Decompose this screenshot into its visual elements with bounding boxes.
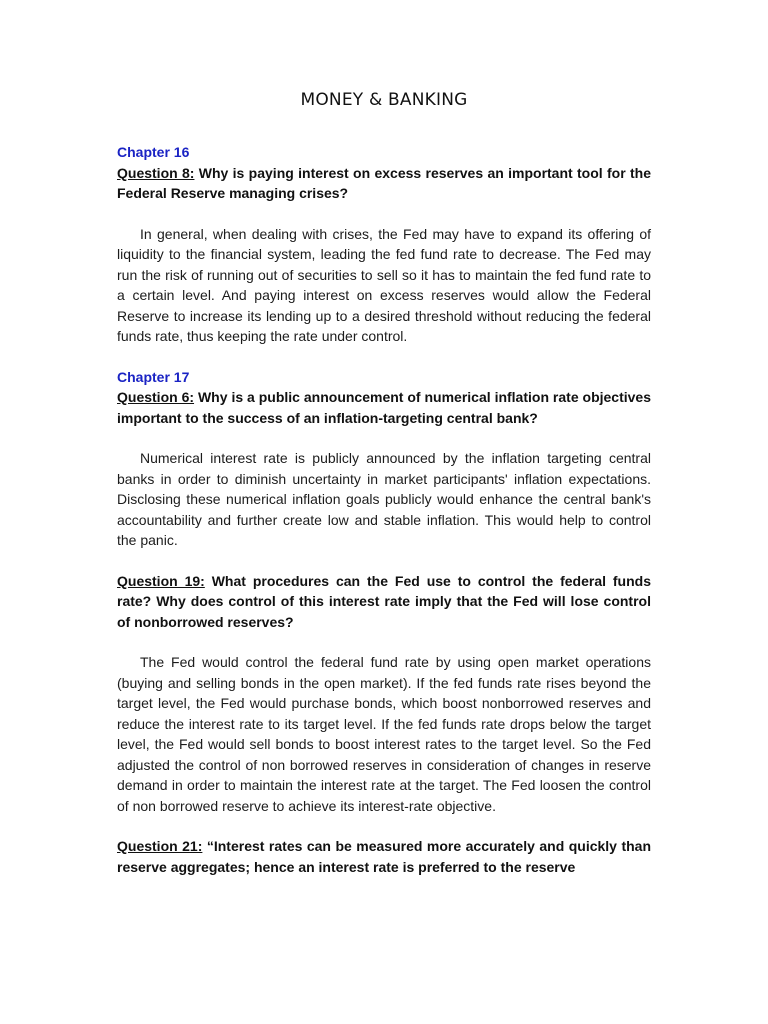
chapter-heading: Chapter 17: [117, 368, 190, 385]
question-text: Why is a public announcement of numerical inflation rate objectives important to the success of an inflation-targeting central bank?: [117, 389, 651, 426]
question-heading: [117, 571, 651, 633]
question-label: Question 8:: [117, 164, 195, 181]
section-chapter-16: [117, 142, 651, 347]
question-text: Why is paying interest on excess reserves an important tool for the Federal Reserve managing crises?: [117, 164, 651, 201]
answer-paragraph: Numerical interest rate is publicly announced by the inflation targeting central banks in order to diminish uncertainty in market participants' inflation expectations. Disclosing these numerical inflation goals publicly would enhance the central bank's accountability and further create low and stable inflation. This would help to control the panic.: [117, 450, 651, 548]
question-heading: [117, 836, 651, 877]
answer-paragraph: The Fed would control the federal fund rate by using open market operations (buying and selling bonds in the open market). If the fed funds rate rises beyond the target level, the Fed would purchase bonds, which boost nonborrowed reserves and reduce the interest rate to its target level. If the fed funds rate drops below the target level, the Fed would sell bonds to boost interest rates to the target level. So the Fed adjusted the control of non borrowed reserves in consideration of changes in reserve demand in order to maintain the interest rate at the target. The Fed loosen the control of non borrowed reserve to achieve its interest-rate objective.: [117, 654, 651, 814]
question-heading: [117, 163, 651, 204]
question-label: Question 21:: [117, 838, 203, 854]
document-body: [117, 142, 651, 877]
question-heading: [117, 387, 651, 428]
question-text: “Interest rates can be measured more accurately and quickly than reserve aggregates; hence an interest rate is preferred to the reserve: [117, 838, 652, 875]
chapter-heading: Chapter 16: [117, 144, 190, 160]
section-chapter-17: [117, 367, 651, 551]
question-label: Question 6:: [117, 389, 195, 405]
answer-paragraph: In general, when dealing with crises, the Fed may have to expand its offering of liquidity to the financial system, leading the fed fund rate to decrease. The Fed may run the risk of running out of securities to sell so it has to maintain the fed fund rate to a certain level. And paying interest on excess reserves would allow the Federal Reserve to increase its lending up to a desired threshold without reducing the federal funds rate, thus keeping the rate under control.: [117, 225, 651, 344]
section-question-19: [117, 571, 651, 817]
question-text: What procedures can the Fed use to control the federal funds rate? Why does control of this interest rate imply that the Fed will lose control of nonborrowed reserves?: [117, 572, 651, 630]
document-title: MONEY & BANKING: [300, 90, 468, 110]
section-question-21: [117, 836, 651, 877]
question-label: Question 19:: [117, 572, 205, 589]
